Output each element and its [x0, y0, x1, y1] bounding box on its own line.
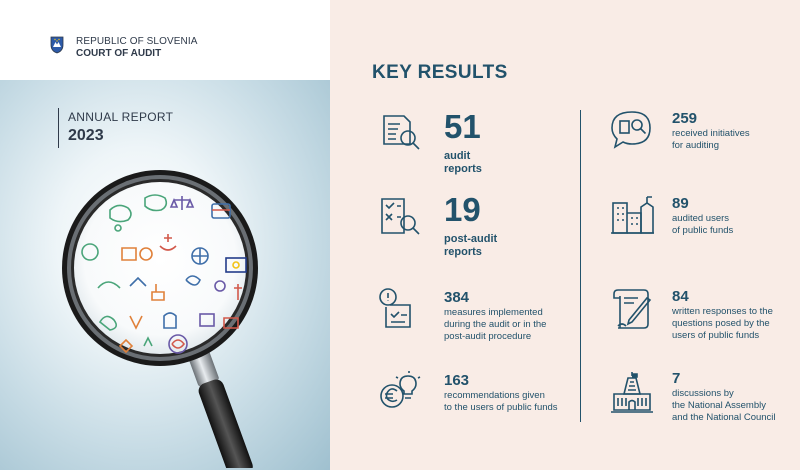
result-measures-implemented: [378, 287, 578, 347]
slovenia-coat-of-arms-icon: [50, 36, 64, 54]
discussions-label: discussions by the National Assembly and the National Council: [672, 388, 776, 423]
received-initiatives-label: received initiatives for auditing: [672, 128, 750, 151]
measures-implemented-label: measures implemented during the audit or in the post-audit procedure: [444, 307, 547, 342]
euro-lightbulb-icon: [378, 370, 422, 414]
report-cover: [0, 0, 330, 470]
audit-reports-value: 51: [444, 108, 481, 145]
result-post-audit-reports: [378, 191, 578, 265]
written-responses-label: written responses to the questions posed by the users of public funds: [672, 306, 773, 341]
written-responses-value: 84: [672, 288, 689, 305]
audit-report-icon: [378, 112, 422, 156]
result-written-responses: [610, 286, 800, 346]
speech-bubble-search-icon: [610, 108, 654, 152]
scroll-pen-icon: [610, 286, 654, 330]
received-initiatives-value: 259: [672, 110, 698, 127]
result-discussions: [610, 370, 800, 430]
organization-name: COURT OF AUDIT: [76, 48, 162, 59]
result-audited-users: [610, 193, 800, 243]
column-divider: [580, 110, 581, 422]
audit-reports-label: audit reports: [444, 150, 482, 175]
discussions-value: 7: [672, 370, 681, 387]
post-audit-reports-label: post-audit reports: [444, 233, 498, 258]
checklist-magnifier-icon: [378, 195, 422, 239]
parliament-building-icon: [610, 370, 654, 414]
key-results-heading: KEY RESULTS: [372, 62, 508, 83]
result-audit-reports: [378, 108, 578, 182]
organization-country: REPUBLIC OF SLOVENIA: [76, 36, 198, 47]
magnifying-glass-illustration: [60, 168, 280, 468]
audited-users-label: audited users of public funds: [672, 213, 734, 236]
report-title: ANNUAL REPORT: [68, 110, 174, 124]
title-accent-bar: [58, 108, 59, 148]
recommendations-label: recommendations given to the users of public funds: [444, 390, 558, 413]
measures-implemented-value: 384: [444, 289, 470, 306]
recommendations-value: 163: [444, 372, 470, 389]
alert-checklist-icon: [378, 287, 422, 331]
audited-users-value: 89: [672, 195, 689, 212]
buildings-icon: [610, 193, 654, 237]
result-received-initiatives: [610, 108, 800, 158]
result-recommendations: [378, 370, 578, 420]
report-year: 2023: [68, 127, 104, 144]
post-audit-reports-value: 19: [444, 191, 481, 228]
